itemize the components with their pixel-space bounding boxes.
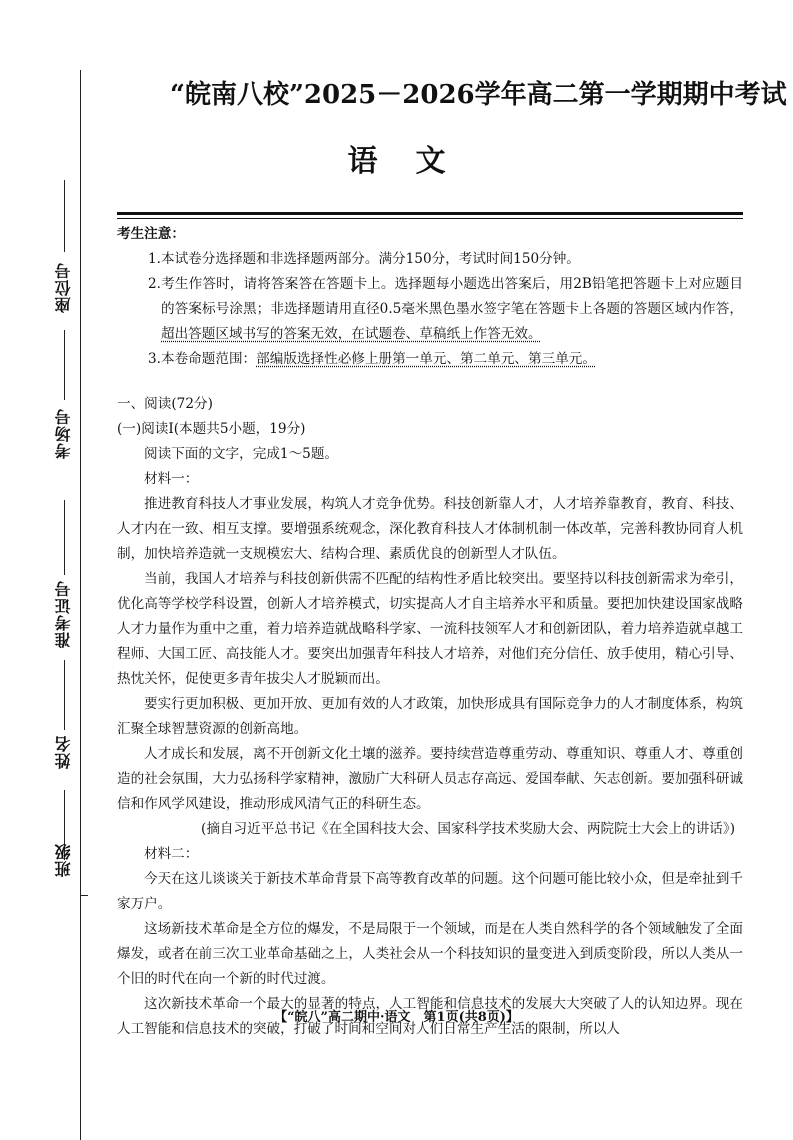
material-1-paragraph: 当前，我国人才培养与科技创新供需不匹配的结构性矛盾比较突出。要坚持以科技创新需求为牵引，优化高等学校学科设置，创新人才培养模式，切实提高人才自主培养水平和质量。要把加快建设国家战略人才力量作为重中之重，着力培养造就战略科学家、一流科技领军人才和创新团队，着力培养造就卓越工程师、大国工匠、高技能人才。要突出加强青年科技人才培养，对他们充分信任、放手使用，精心引导、热忱关怀，促使更多青年拔尖人才脱颖而出。 [117,571,743,687]
material-2-paragraph: 这场新技术革命是全方位的爆发，不是局限于一个领域，而是在人类自然科学的各个领域触发了全面爆发，或者在前三次工业革命基础之上，人类社会从一个科技知识的量变进入到质变阶段，所以人类从一个旧的时代在向一个新的时代过渡。 [117,921,743,987]
notice-item-1: 1.本试卷分选择题和非选择题两部分。满分150分，考试时间150分钟。 [148,251,580,267]
notice-item-2 [130,272,743,347]
material-2-label: 材料二： [144,846,199,862]
exam-title: “皖南八校”2025－2026学年高二第一学期期中考试 [170,80,787,110]
admission-number-label: 准考证号 [54,580,73,648]
name-label: 姓名 [54,735,73,769]
subject-title: 语文 [347,144,484,179]
material-1-paragraph: 要实行更加积极、更加开放、更加有效的人才政策，加快形成具有国际竞争力的人才制度体系，构筑汇聚全球智慧资源的创新高地。 [117,696,743,737]
material-1-paragraph: 推进教育科技人才事业发展，构筑人才竞争优势。科技创新靠人才，人才培养靠教育，教育、科技、人才内在一致、相互支撑。要增强系统观念，深化教育科技人才体制机制一体改革，完善科教协同育人机制，加快培养造就一支规模宏大、结构合理、素质优良的创新型人才队伍。 [117,496,743,562]
material-1-paragraph: 人才成长和发展，离不开创新文化土壤的滋养。要持续营造尊重劳动、尊重知识、尊重人才、尊重创造的社会氛围，大力弘扬科学家精神，激励广大科研人员志存高远、爱国奉献、矢志创新。要加强科研诚信和作风学风建设，推动形成风清气正的科研生态。 [117,746,743,812]
exam-room-label: 考场号 [54,408,73,459]
material-2-paragraph: 今天在这儿谈谈关于新技术革命背景下高等教育改革的问题。这个问题可能比较小众，但是牵扯到千家万户。 [117,871,743,912]
header-rule-thin [117,218,743,219]
page-footer: 【“皖八”高二期中·语文 第1页(共8页)】 [274,1010,519,1025]
notice-item-2-emphasis: 超出答题区域书写的答案无效，在试题卷、草稿纸上作答无效。 [161,326,542,342]
seat-number-label: 座位号 [54,262,73,313]
seat-blank-line [64,180,65,252]
exam-content [117,222,743,1042]
notice-item-2-text: 2.考生作答时，请将答案答在答题卡上。选择题每小题选出答案后，用2B铅笔把答题卡上对应题目的答案标号涂黑；非选择题请用直径0.5毫米黑色墨水签字笔在答题卡上各题的答题区域内作答， [148,276,743,317]
material-1-label: 材料一： [144,471,199,487]
part-heading: 一、阅读(72分) [117,396,213,412]
name-blank-line [64,660,65,730]
admission-blank-line [64,500,65,575]
notice-item-3 [130,347,743,372]
reading-instruction: 阅读下面的文字，完成1～5题。 [144,446,339,462]
material-1-source: (摘自习近平总书记《在全国科技大会、国家科学技术奖励大会、两院院士大会上的讲话》) [201,821,735,837]
notice-item-3-lead: 3.本卷命题范围： [148,351,257,367]
binding-border [80,70,81,1140]
class-label: 班级 [54,843,73,877]
section-gap [117,372,743,392]
notice-item-3-scope: 部编版选择性必修上册第一单元、第二单元、第三单元。 [256,351,596,367]
material-2-paragraph: 这次新技术革命一个最大的显著的特点，人工智能和信息技术的发展大大突破了人的认知边界。现在人工智能和信息技术的突破，打破了时间和空间对人们日常生产生活的限制，所以人 [117,996,743,1037]
header-rule-thick [117,212,743,215]
exam-room-blank-line [64,330,65,400]
subsection-heading: (一)阅读Ⅰ(本题共5小题，19分) [117,421,306,437]
binding-tick [80,895,88,896]
notice-heading: 考生注意： [117,226,185,242]
